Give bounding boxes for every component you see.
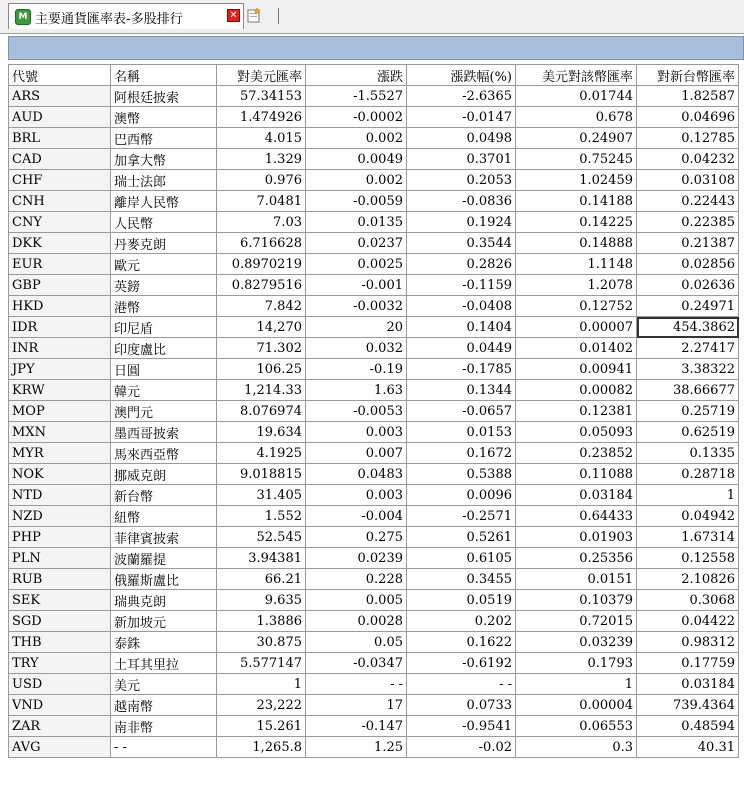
header-code[interactable]: 代號 — [9, 65, 111, 86]
cell-change-pct[interactable]: -0.0836 — [407, 191, 516, 212]
cell-twd-rate[interactable]: 1.67314 — [637, 527, 739, 548]
cell-twd-rate[interactable]: 0.21387 — [637, 233, 739, 254]
cell-name[interactable]: 印尼盾 — [111, 317, 217, 338]
cell-name[interactable]: 韓元 — [111, 380, 217, 401]
table-row[interactable] — [9, 422, 739, 443]
cell-usd-to-currency[interactable]: 0.72015 — [516, 611, 637, 632]
cell-code[interactable]: CAD — [9, 149, 111, 170]
cell-twd-rate[interactable]: 0.48594 — [637, 716, 739, 737]
cell-usd-rate[interactable]: 7.0481 — [217, 191, 306, 212]
cell-code[interactable]: GBP — [9, 275, 111, 296]
cell-change[interactable]: -0.0002 — [306, 107, 407, 128]
cell-usd-rate[interactable]: 9.018815 — [217, 464, 306, 485]
cell-usd-to-currency[interactable]: 0.11088 — [516, 464, 637, 485]
cell-name[interactable]: 丹麥克朗 — [111, 233, 217, 254]
cell-change[interactable]: 0.003 — [306, 485, 407, 506]
cell-usd-rate[interactable]: 1 — [217, 674, 306, 695]
cell-usd-to-currency[interactable]: 0.10379 — [516, 590, 637, 611]
cell-usd-to-currency[interactable]: 0.00004 — [516, 695, 637, 716]
cell-name[interactable]: 墨西哥披索 — [111, 422, 217, 443]
cell-name[interactable]: 新台幣 — [111, 485, 217, 506]
cell-change-pct[interactable]: 0.1622 — [407, 632, 516, 653]
cell-change-pct[interactable]: 0.202 — [407, 611, 516, 632]
cell-change[interactable]: 0.005 — [306, 590, 407, 611]
cell-name[interactable]: 阿根廷披索 — [111, 86, 217, 107]
cell-code[interactable]: MOP — [9, 401, 111, 422]
cell-name[interactable]: 印度盧比 — [111, 338, 217, 359]
cell-code[interactable]: NTD — [9, 485, 111, 506]
cell-change[interactable]: 0.0028 — [306, 611, 407, 632]
cell-change[interactable]: -0.0059 — [306, 191, 407, 212]
cell-change[interactable]: -0.0032 — [306, 296, 407, 317]
cell-change-pct[interactable]: 0.0733 — [407, 695, 516, 716]
cell-twd-rate[interactable]: 3.38322 — [637, 359, 739, 380]
cell-twd-rate[interactable]: 0.17759 — [637, 653, 739, 674]
table-row[interactable] — [9, 716, 739, 737]
table-row[interactable] — [9, 443, 739, 464]
cell-twd-rate[interactable]: 1.82587 — [637, 86, 739, 107]
cell-usd-to-currency[interactable]: 0.14888 — [516, 233, 637, 254]
cell-twd-rate[interactable]: 2.27417 — [637, 338, 739, 359]
cell-change-pct[interactable]: 0.0096 — [407, 485, 516, 506]
cell-change-pct[interactable]: 0.0498 — [407, 128, 516, 149]
table-row[interactable] — [9, 611, 739, 632]
cell-code[interactable]: ARS — [9, 86, 111, 107]
cell-change[interactable]: 0.275 — [306, 527, 407, 548]
cell-name[interactable]: 澳門元 — [111, 401, 217, 422]
tab-bar — [0, 0, 744, 34]
cell-change-pct[interactable]: 0.3701 — [407, 149, 516, 170]
cell-name[interactable]: 離岸人民幣 — [111, 191, 217, 212]
cell-change[interactable]: 0.0025 — [306, 254, 407, 275]
cell-twd-rate[interactable]: 0.02636 — [637, 275, 739, 296]
table-row[interactable] — [9, 548, 739, 569]
cell-name[interactable]: 馬來西亞幣 — [111, 443, 217, 464]
table-row[interactable] — [9, 464, 739, 485]
cell-twd-rate[interactable]: 0.24971 — [637, 296, 739, 317]
cell-twd-rate[interactable]: 0.25719 — [637, 401, 739, 422]
cell-usd-rate[interactable]: 52.545 — [217, 527, 306, 548]
cell-twd-rate[interactable]: 0.03108 — [637, 170, 739, 191]
cell-usd-rate[interactable]: 1,214.33 — [217, 380, 306, 401]
table-row[interactable] — [9, 296, 739, 317]
table-row[interactable] — [9, 485, 739, 506]
cell-usd-rate[interactable]: 1.474926 — [217, 107, 306, 128]
cell-usd-rate[interactable]: 1.329 — [217, 149, 306, 170]
table-row[interactable] — [9, 212, 739, 233]
cell-change-pct[interactable]: 0.6105 — [407, 548, 516, 569]
cell-usd-to-currency[interactable]: 0.00082 — [516, 380, 637, 401]
table-row[interactable] — [9, 254, 739, 275]
cell-change-pct[interactable]: -0.6192 — [407, 653, 516, 674]
cell-usd-to-currency[interactable]: 0.678 — [516, 107, 637, 128]
cell-name[interactable]: 新加坡元 — [111, 611, 217, 632]
cell-change-pct[interactable]: 0.1672 — [407, 443, 516, 464]
table-row[interactable] — [9, 191, 739, 212]
cell-twd-rate[interactable]: 1 — [637, 485, 739, 506]
table-row[interactable] — [9, 338, 739, 359]
cell-change-pct[interactable]: 0.2053 — [407, 170, 516, 191]
cell-twd-rate[interactable]: 0.22385 — [637, 212, 739, 233]
tab-currency-rates[interactable] — [8, 3, 244, 29]
cell-twd-rate[interactable]: 0.1335 — [637, 443, 739, 464]
cell-code[interactable]: HKD — [9, 296, 111, 317]
cell-twd-rate[interactable]: 0.04942 — [637, 506, 739, 527]
cell-usd-rate[interactable]: 7.03 — [217, 212, 306, 233]
cell-twd-rate[interactable]: 0.02856 — [637, 254, 739, 275]
cell-twd-rate[interactable]: 0.98312 — [637, 632, 739, 653]
cell-change[interactable]: 17 — [306, 695, 407, 716]
cell-usd-to-currency[interactable]: 0.01903 — [516, 527, 637, 548]
cell-change-pct[interactable]: -0.0147 — [407, 107, 516, 128]
cell-usd-rate[interactable]: 6.716628 — [217, 233, 306, 254]
cell-change-pct[interactable]: 0.0449 — [407, 338, 516, 359]
cell-code[interactable]: THB — [9, 632, 111, 653]
cell-change[interactable]: 0.0135 — [306, 212, 407, 233]
cell-usd-to-currency[interactable]: 0.1793 — [516, 653, 637, 674]
cell-twd-rate[interactable]: 0.03184 — [637, 674, 739, 695]
cell-change-pct[interactable]: 0.3544 — [407, 233, 516, 254]
table-row[interactable] — [9, 506, 739, 527]
close-icon[interactable]: ✕ — [227, 9, 240, 22]
cell-change[interactable]: 0.002 — [306, 170, 407, 191]
cell-twd-rate[interactable]: 0.28718 — [637, 464, 739, 485]
cell-usd-rate[interactable]: 1.552 — [217, 506, 306, 527]
currency-table — [8, 64, 739, 758]
cell-name[interactable]: 加拿大幣 — [111, 149, 217, 170]
cell-usd-rate[interactable]: 15.261 — [217, 716, 306, 737]
cell-usd-to-currency[interactable]: 0.0151 — [516, 569, 637, 590]
cell-change-pct[interactable]: 0.5261 — [407, 527, 516, 548]
cell-change-pct[interactable]: 0.3455 — [407, 569, 516, 590]
cell-change[interactable]: 0.007 — [306, 443, 407, 464]
cell-code[interactable]: CNH — [9, 191, 111, 212]
header-change-pct[interactable]: 漲跌幅(%) — [407, 65, 516, 86]
cell-name[interactable]: - - — [111, 737, 217, 758]
cell-name[interactable]: 美元 — [111, 674, 217, 695]
cell-name[interactable]: 港幣 — [111, 296, 217, 317]
cell-code[interactable]: RUB — [9, 569, 111, 590]
table-row[interactable] — [9, 86, 739, 107]
header-change[interactable]: 漲跌 — [306, 65, 407, 86]
cell-twd-rate[interactable]: 0.12785 — [637, 128, 739, 149]
cell-change-pct[interactable]: 0.2826 — [407, 254, 516, 275]
cell-code[interactable]: NOK — [9, 464, 111, 485]
table-row[interactable] — [9, 359, 739, 380]
header-usd-rate[interactable]: 對美元匯率 — [217, 65, 306, 86]
cell-name[interactable]: 土耳其里拉 — [111, 653, 217, 674]
cell-change[interactable]: 0.228 — [306, 569, 407, 590]
cell-name[interactable]: 泰銖 — [111, 632, 217, 653]
cell-usd-to-currency[interactable]: 0.03184 — [516, 485, 637, 506]
cell-usd-to-currency[interactable]: 0.12381 — [516, 401, 637, 422]
cell-change-pct[interactable]: - - — [407, 674, 516, 695]
table-row[interactable] — [9, 317, 739, 338]
cell-code[interactable]: CNY — [9, 212, 111, 233]
cell-usd-rate[interactable]: 4.1925 — [217, 443, 306, 464]
cell-code[interactable]: KRW — [9, 380, 111, 401]
cell-code[interactable]: VND — [9, 695, 111, 716]
cell-usd-to-currency[interactable]: 0.12752 — [516, 296, 637, 317]
cell-twd-rate[interactable]: 454.3862 — [637, 317, 739, 338]
header-twd-rate[interactable]: 對新台幣匯率 — [637, 65, 739, 86]
table-row[interactable] — [9, 737, 739, 758]
cell-usd-rate[interactable]: 4.015 — [217, 128, 306, 149]
cell-change[interactable]: -1.5527 — [306, 86, 407, 107]
cell-change-pct[interactable]: 0.0153 — [407, 422, 516, 443]
cell-change[interactable]: 0.032 — [306, 338, 407, 359]
cell-usd-to-currency[interactable]: 0.00007 — [516, 317, 637, 338]
table-row[interactable] — [9, 380, 739, 401]
cell-change[interactable]: -0.001 — [306, 275, 407, 296]
cell-usd-rate[interactable]: 57.34153 — [217, 86, 306, 107]
cell-usd-rate[interactable]: 7.842 — [217, 296, 306, 317]
cell-usd-to-currency[interactable]: 0.00941 — [516, 359, 637, 380]
cell-usd-rate[interactable]: 5.577147 — [217, 653, 306, 674]
cell-name[interactable]: 英鎊 — [111, 275, 217, 296]
header-usd-to-currency[interactable]: 美元對該幣匯率 — [516, 65, 637, 86]
cell-usd-to-currency[interactable]: 1 — [516, 674, 637, 695]
cell-change[interactable]: 0.0049 — [306, 149, 407, 170]
cell-change-pct[interactable]: -0.2571 — [407, 506, 516, 527]
cell-change-pct[interactable]: 0.1404 — [407, 317, 516, 338]
tab-separator — [278, 8, 279, 24]
cell-usd-to-currency[interactable]: 0.01402 — [516, 338, 637, 359]
cell-usd-rate[interactable]: 8.076974 — [217, 401, 306, 422]
cell-twd-rate[interactable]: 0.62519 — [637, 422, 739, 443]
cell-usd-rate[interactable]: 0.976 — [217, 170, 306, 191]
cell-change[interactable]: 0.0237 — [306, 233, 407, 254]
cell-code[interactable]: NZD — [9, 506, 111, 527]
cell-change[interactable]: 1.25 — [306, 737, 407, 758]
app-icon: M — [15, 9, 31, 25]
cell-code[interactable]: MYR — [9, 443, 111, 464]
cell-usd-rate[interactable]: 19.634 — [217, 422, 306, 443]
cell-change-pct[interactable]: -0.0657 — [407, 401, 516, 422]
table-row[interactable] — [9, 107, 739, 128]
cell-change-pct[interactable]: -0.1785 — [407, 359, 516, 380]
cell-usd-to-currency[interactable]: 1.1148 — [516, 254, 637, 275]
cell-usd-rate[interactable]: 0.8279516 — [217, 275, 306, 296]
cell-usd-to-currency[interactable]: 0.05093 — [516, 422, 637, 443]
cell-change-pct[interactable]: 0.1924 — [407, 212, 516, 233]
table-row[interactable] — [9, 149, 739, 170]
cell-twd-rate[interactable]: 2.10826 — [637, 569, 739, 590]
cell-usd-rate[interactable]: 1,265.8 — [217, 737, 306, 758]
header-name[interactable]: 名稱 — [111, 65, 217, 86]
cell-usd-rate[interactable]: 23,222 — [217, 695, 306, 716]
cell-code[interactable]: SGD — [9, 611, 111, 632]
cell-change[interactable]: 0.0239 — [306, 548, 407, 569]
cell-usd-rate[interactable]: 66.21 — [217, 569, 306, 590]
cell-usd-rate[interactable]: 71.302 — [217, 338, 306, 359]
cell-name[interactable]: 紐幣 — [111, 506, 217, 527]
cell-change-pct[interactable]: -2.6365 — [407, 86, 516, 107]
table-row[interactable] — [9, 275, 739, 296]
cell-name[interactable]: 歐元 — [111, 254, 217, 275]
cell-change-pct[interactable]: 0.0519 — [407, 590, 516, 611]
cell-change-pct[interactable]: 0.5388 — [407, 464, 516, 485]
cell-usd-to-currency[interactable]: 0.3 — [516, 737, 637, 758]
cell-name[interactable]: 瑞士法郎 — [111, 170, 217, 191]
cell-usd-to-currency[interactable]: 0.14188 — [516, 191, 637, 212]
cell-change[interactable]: -0.0347 — [306, 653, 407, 674]
cell-change[interactable]: - - — [306, 674, 407, 695]
cell-name[interactable]: 瑞典克朗 — [111, 590, 217, 611]
cell-twd-rate[interactable]: 0.04422 — [637, 611, 739, 632]
cell-usd-rate[interactable]: 0.8970219 — [217, 254, 306, 275]
cell-change[interactable]: -0.0053 — [306, 401, 407, 422]
new-tab-icon[interactable] — [246, 7, 262, 23]
cell-code[interactable]: SEK — [9, 590, 111, 611]
tab-title: 主要通貨匯率表-多股排行 — [35, 12, 183, 27]
table-row[interactable] — [9, 233, 739, 254]
cell-usd-rate[interactable]: 30.875 — [217, 632, 306, 653]
cell-code[interactable]: AVG — [9, 737, 111, 758]
cell-name[interactable]: 日圓 — [111, 359, 217, 380]
cell-code[interactable]: PLN — [9, 548, 111, 569]
cell-usd-to-currency[interactable]: 0.24907 — [516, 128, 637, 149]
cell-usd-to-currency[interactable]: 0.06553 — [516, 716, 637, 737]
cell-name[interactable]: 菲律賓披索 — [111, 527, 217, 548]
cell-usd-rate[interactable]: 9.635 — [217, 590, 306, 611]
cell-usd-to-currency[interactable]: 0.01744 — [516, 86, 637, 107]
cell-usd-to-currency[interactable]: 1.2078 — [516, 275, 637, 296]
cell-twd-rate[interactable]: 0.22443 — [637, 191, 739, 212]
cell-twd-rate[interactable]: 0.12558 — [637, 548, 739, 569]
cell-name[interactable]: 南非幣 — [111, 716, 217, 737]
cell-change[interactable]: 0.002 — [306, 128, 407, 149]
cell-change[interactable]: -0.19 — [306, 359, 407, 380]
table-row[interactable] — [9, 569, 739, 590]
cell-name[interactable]: 人民幣 — [111, 212, 217, 233]
cell-usd-rate[interactable]: 3.94381 — [217, 548, 306, 569]
cell-usd-to-currency[interactable]: 0.23852 — [516, 443, 637, 464]
cell-change-pct[interactable]: -0.9541 — [407, 716, 516, 737]
cell-change-pct[interactable]: -0.02 — [407, 737, 516, 758]
cell-twd-rate[interactable]: 0.04696 — [637, 107, 739, 128]
table-row[interactable] — [9, 128, 739, 149]
cell-code[interactable]: USD — [9, 674, 111, 695]
cell-twd-rate[interactable]: 40.31 — [637, 737, 739, 758]
cell-change-pct[interactable]: -0.0408 — [407, 296, 516, 317]
cell-name[interactable]: 波蘭羅提 — [111, 548, 217, 569]
cell-usd-to-currency[interactable]: 0.75245 — [516, 149, 637, 170]
cell-code[interactable]: TRY — [9, 653, 111, 674]
table-row[interactable] — [9, 527, 739, 548]
cell-usd-to-currency[interactable]: 0.03239 — [516, 632, 637, 653]
table-row[interactable] — [9, 590, 739, 611]
cell-twd-rate[interactable]: 0.3068 — [637, 590, 739, 611]
cell-name[interactable]: 挪威克朗 — [111, 464, 217, 485]
table-row[interactable] — [9, 632, 739, 653]
table-row[interactable] — [9, 695, 739, 716]
cell-code[interactable]: INR — [9, 338, 111, 359]
table-row[interactable] — [9, 653, 739, 674]
table-row[interactable] — [9, 674, 739, 695]
cell-name[interactable]: 巴西幣 — [111, 128, 217, 149]
cell-change[interactable]: 20 — [306, 317, 407, 338]
cell-code[interactable]: ZAR — [9, 716, 111, 737]
cell-usd-to-currency[interactable]: 0.25356 — [516, 548, 637, 569]
cell-code[interactable]: AUD — [9, 107, 111, 128]
cell-usd-to-currency[interactable]: 0.64433 — [516, 506, 637, 527]
cell-code[interactable]: DKK — [9, 233, 111, 254]
cell-name[interactable]: 越南幣 — [111, 695, 217, 716]
cell-code[interactable]: CHF — [9, 170, 111, 191]
cell-usd-rate[interactable]: 14,270 — [217, 317, 306, 338]
cell-name[interactable]: 澳幣 — [111, 107, 217, 128]
table-row[interactable] — [9, 170, 739, 191]
cell-change-pct[interactable]: -0.1159 — [407, 275, 516, 296]
table-row[interactable] — [9, 401, 739, 422]
cell-code[interactable]: IDR — [9, 317, 111, 338]
cell-change[interactable]: -0.004 — [306, 506, 407, 527]
cell-code[interactable]: EUR — [9, 254, 111, 275]
cell-code[interactable]: MXN — [9, 422, 111, 443]
cell-usd-rate[interactable]: 1.3886 — [217, 611, 306, 632]
table-header-row — [9, 65, 739, 86]
cell-change-pct[interactable]: 0.1344 — [407, 380, 516, 401]
cell-usd-to-currency[interactable]: 0.14225 — [516, 212, 637, 233]
cell-code[interactable]: PHP — [9, 527, 111, 548]
cell-change[interactable]: 0.0483 — [306, 464, 407, 485]
cell-name[interactable]: 俄羅斯盧比 — [111, 569, 217, 590]
cell-change[interactable]: 0.05 — [306, 632, 407, 653]
cell-usd-rate[interactable]: 106.25 — [217, 359, 306, 380]
cell-code[interactable]: JPY — [9, 359, 111, 380]
cell-change[interactable]: -0.147 — [306, 716, 407, 737]
toolbar-strip — [8, 36, 744, 60]
cell-twd-rate[interactable]: 38.66677 — [637, 380, 739, 401]
cell-twd-rate[interactable]: 0.04232 — [637, 149, 739, 170]
cell-usd-to-currency[interactable]: 1.02459 — [516, 170, 637, 191]
cell-change[interactable]: 1.63 — [306, 380, 407, 401]
cell-twd-rate[interactable]: 739.4364 — [637, 695, 739, 716]
cell-code[interactable]: BRL — [9, 128, 111, 149]
cell-change[interactable]: 0.003 — [306, 422, 407, 443]
cell-usd-rate[interactable]: 31.405 — [217, 485, 306, 506]
